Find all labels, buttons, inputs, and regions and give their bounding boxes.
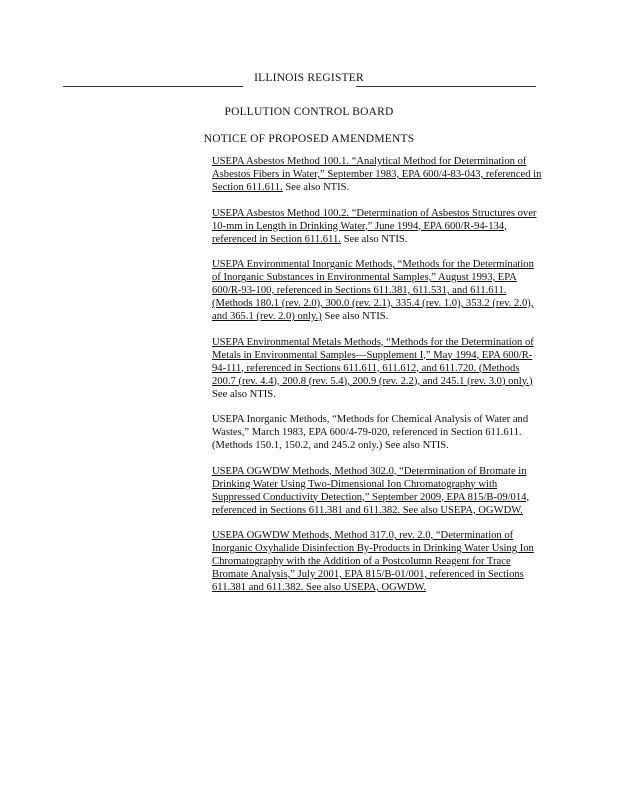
header-rule-left [63,86,243,87]
entry-underlined-text: USEPA OGWDW Methods, Method 317.0, rev. 2.0, “Determination of Inorganic Oxyhalide Disinfection By-Products in Drinking Water Using Ion Chromatography with the Addition of a Postcolumn Reagent for Trace Bromate Analysis,” July 2001, EPA 815/B-01/001, referenced in Sections 611.381 and 611.382. See also USEPA, OGWDW. [212,530,534,593]
reference-entry [212,465,542,517]
reference-entry [212,413,542,452]
header-rule-right [356,86,536,87]
reference-list [212,155,542,607]
entry-underlined-text: USEPA Environmental Inorganic Methods, “Methods for the Determination of Inorganic Substances in Environmental Samples,” August 1993, EPA 600/R-93-100, referenced in Sections 611.381, 611.531, and 611.611. (Methods 180.1 (rev. 2.0), 300.0 (rev. 2.1), 335.4 (rev. 1.0), 353.2 (rev. 2.0), and 365.1 (rev. 2.0) only.) [212,259,534,322]
entry-plain-text: USEPA Inorganic Methods, “Methods for Chemical Analysis of Water and Wastes,” March 1983, EPA 600/4-79-020, referenced in Section 611.611. (Methods 150.1, 150.2, and 245.2 only.) See also NTIS. [212,414,529,451]
reference-entry [212,529,542,594]
entry-underlined-text: USEPA Asbestos Method 100.1. “Analytical Method for Determination of Asbestos Fibers in Water,” September 1983, EPA 600/4-83-043, referenced in Section 611.611. [212,156,542,193]
entry-underlined-text: USEPA Environmental Metals Methods, “Methods for the Determination of Metals in Environmental Samples—Supplement I,” May 1994, EPA 600/R-94-111, referenced in Sections 611.611, 611.612, and 611.720. (Methods 200.7 (rev. 4.4), 200.8 (rev. 5.4), 200.9 (rev. 2.2), and 245.1 (rev. 3.0) only.) [212,336,534,387]
board-title: POLLUTION CONTROL BOARD [224,106,394,118]
entry-underlined-text: USEPA Asbestos Method 100.2. “Determination of Asbestos Structures over 10-mm in Length in Drinking Water,” June 1994, EPA 600/R-94-134, referenced in Section 611.611. [212,207,537,245]
notice-title: NOTICE OF PROPOSED AMENDMENTS [203,133,415,145]
reference-entry [212,207,542,246]
entry-plain-text: See also NTIS. [282,182,350,193]
register-title: ILLINOIS REGISTER [254,72,364,84]
reference-entry [212,336,542,401]
reference-entry [212,155,542,194]
reference-entry [212,258,542,323]
entry-plain-text: See also NTIS. [321,311,389,322]
entry-underlined-text: USEPA OGWDW Methods, Method 302.0, “Determination of Bromate in Drinking Water Using Two-Dimensional Ion Chromatography with Suppressed Conductivity Detection,” September 2009, EPA 815/B-09/014, referenced in Sections 611.381 and 611.382. See also USEPA, OGWDW. [212,465,530,516]
entry-plain-text: See also NTIS. [340,233,408,245]
entry-plain-text: See also NTIS. [212,388,276,400]
